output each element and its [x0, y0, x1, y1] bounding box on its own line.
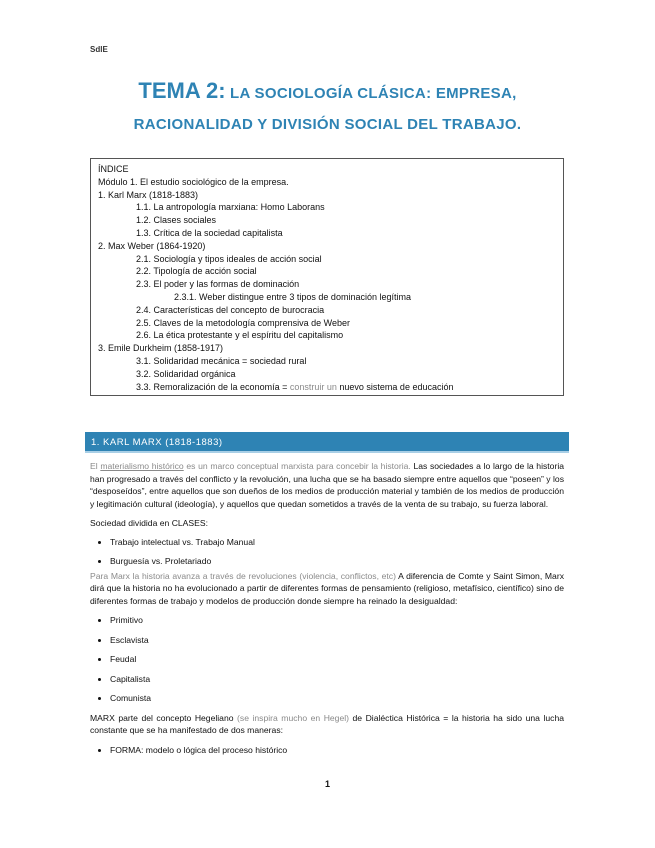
section-heading-karl-marx: 1. KARL MARX (1818-1883) [85, 432, 569, 453]
paragraph-materialism [90, 460, 564, 510]
index-item: 1.3. Crítica de la sociedad capitalista [136, 227, 283, 238]
index-item: 2. Max Weber (1864-1920) [98, 240, 206, 251]
index-item: 2.3.1. Weber distingue entre 3 tipos de dominación legítima [174, 291, 411, 302]
classes-list [90, 536, 564, 568]
index-item: 3. Emile Durkheim (1858-1917) [98, 343, 224, 354]
header-tag: SdlE [90, 45, 108, 54]
index-item: 2.6. La ética protestante y el espíritu del capitalismo [136, 330, 344, 341]
paragraph-gray-text: (se inspira mucho en Hegel) [237, 712, 350, 723]
paragraph-text: de Dialéctica Histórica = la historia ha sido una lucha constante que se ha manifestado de dos maneras: [90, 712, 564, 735]
paragraph-hegel [90, 712, 564, 737]
index-item: 1.1. La antropología marxiana: Homo Laborans [136, 202, 325, 213]
index-item-gray-text: construir un [289, 381, 337, 392]
index-item: Módulo 1. El estudio sociológico de la empresa. [98, 176, 289, 187]
paragraph-gray-pre: El [90, 461, 101, 471]
title-tema: TEMA 2: [138, 78, 226, 103]
index-item: 3.2. Solidaridad orgánica [136, 368, 236, 379]
forms-list [90, 744, 564, 757]
list-item: • Feudal [110, 653, 564, 666]
index-item: 2.5. Claves de la metodología comprensiva de Weber [136, 317, 350, 328]
index-item [98, 381, 556, 394]
index-item: 2.3. El poder y las formas de dominación [136, 279, 300, 290]
page-title-line-2: RACIONALIDAD Y DIVISIÓN SOCIAL DEL TRABAJO. [133, 116, 522, 133]
index-heading: ÍNDICE [98, 164, 129, 174]
index-item: 1. Karl Marx (1818-1883) [98, 189, 199, 200]
stages-list [90, 614, 564, 705]
index-item: 1.2. Clases sociales [136, 215, 217, 226]
body-content [90, 460, 564, 763]
paragraph-classes-intro: Sociedad dividida en CLASES: [90, 518, 209, 528]
paragraph-text: A diferencia de Comte y Saint Simon, Marx dirá que la historia no ha evolucionado a partir de diferentes formas de pensamiento (religioso, metafísico, científico) sino de diferentes formas de trabajo y modelos de producción donde siempre ha reinado la desigualdad: [90, 570, 564, 606]
index-item-text: 3.3. Remoralización de la economía = [136, 381, 288, 392]
page-title-line-1 [0, 78, 655, 104]
paragraph-text: MARX parte del concepto Hegeliano [90, 712, 238, 723]
list-item: • Esclavista [110, 634, 564, 647]
paragraph-text: Las sociedades a lo largo de la historia han progresado a través del conflicto y la revolución, una lucha que se ha basado siempre entre aquellos que “poseen” y los “desposeídos”, entre aquellos que son dueños de los medios de producción material y también de los medios de producción y legitimación cultural (ideología), y aquellos que quedan sometidos a través de la venta de su trabajo, su fuerza laboral. [90, 461, 565, 509]
index-item: 2.4. Características del concepto de burocracia [136, 304, 325, 315]
list-item: • Trabajo intelectual vs. Trabajo Manual [110, 536, 564, 549]
list-item: • Primitivo [110, 614, 564, 627]
index-item: 3.1. Solidaridad mecánica = sociedad rural [136, 355, 307, 366]
paragraph-gray-post: es un marco conceptual marxista para concebir la historia. [183, 461, 411, 471]
index-item: 2.1. Sociología y tipos ideales de acción social [136, 253, 322, 264]
list-item: • Comunista [110, 692, 564, 705]
list-item: • Burguesía vs. Proletariado [110, 555, 564, 568]
index-box [90, 158, 564, 396]
paragraph-gray-text: Para Marx la historia avanza a través de revoluciones (violencia, conflictos, etc) [90, 570, 396, 581]
index-item-text-after: nuevo sistema de educación [339, 381, 454, 392]
title-line-1: LA SOCIOLOGÍA CLÁSICA: EMPRESA, [230, 85, 517, 102]
materialismo-historico-link[interactable]: materialismo histórico [100, 461, 184, 471]
paragraph-revolutions [90, 570, 564, 608]
index-item: 2.2. Tipología de acción social [136, 266, 257, 277]
page-number: 1 [324, 779, 330, 789]
list-item: • FORMA: modelo o lógica del proceso histórico [110, 744, 564, 757]
list-item: • Capitalista [110, 673, 564, 686]
